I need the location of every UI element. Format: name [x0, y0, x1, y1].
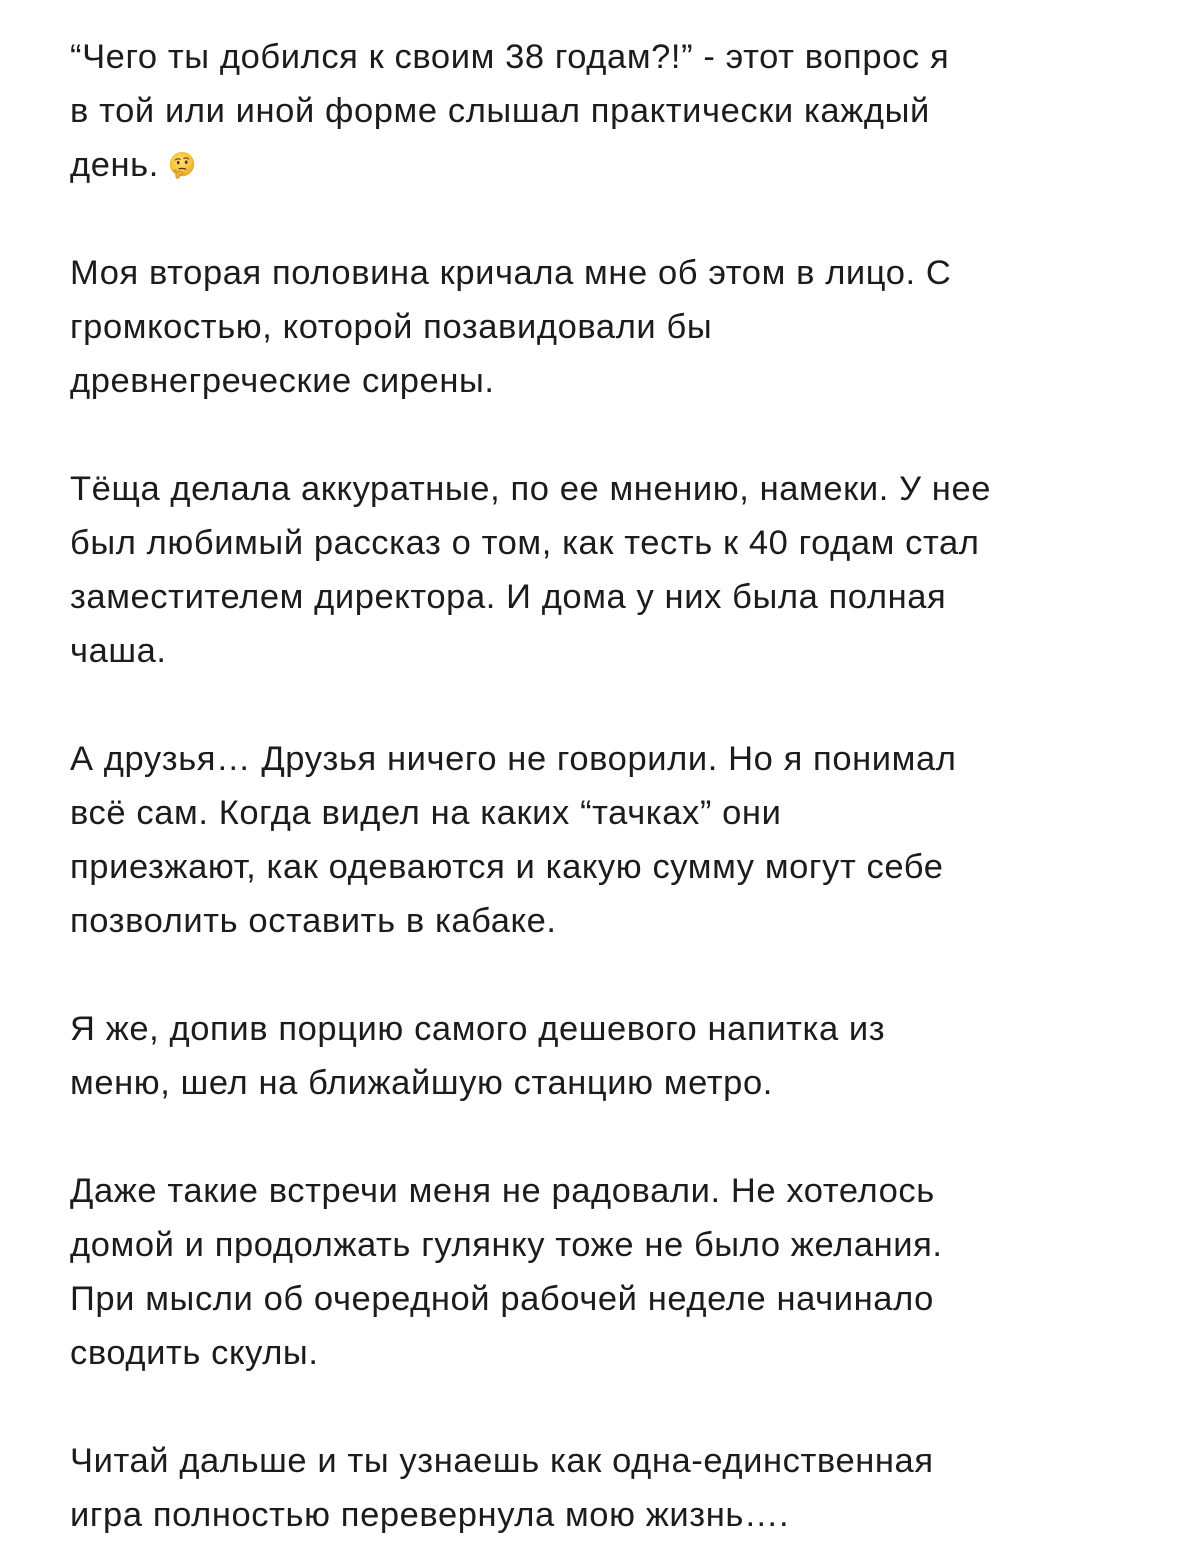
- text-line: Моя вторая половина кричала мне об этом в лицо. С: [70, 254, 952, 292]
- thinking-face-emoji-icon: [167, 150, 197, 180]
- text-line: А друзья… Друзья ничего не говорили. Но я понимал: [70, 740, 957, 778]
- text-line-with-emoji: [70, 138, 1150, 192]
- text-line: Читай дальше и ты узнаешь как одна-единственная: [70, 1442, 934, 1480]
- text-line: громкостью, которой позавидовали бы: [70, 308, 713, 346]
- paragraph: [70, 1164, 1150, 1380]
- text-line: Тёща делала аккуратные, по ее мнению, намеки. У нее: [70, 470, 992, 508]
- text-line: Даже такие встречи меня не радовали. Не хотелось: [70, 1172, 935, 1210]
- text-line: заместителем директора. И дома у них была полная: [70, 578, 947, 616]
- text-line: был любимый рассказ о том, как тесть к 40 годам стал: [70, 524, 980, 562]
- paragraph: [70, 1434, 1150, 1542]
- paragraph: [70, 462, 1150, 678]
- paragraph: [70, 732, 1150, 948]
- text-line: позволить оставить в кабаке.: [70, 902, 557, 940]
- paragraph: [70, 246, 1150, 408]
- text-line: При мысли об очередной рабочей неделе начинало: [70, 1280, 934, 1318]
- text-line: сводить скулы.: [70, 1334, 319, 1372]
- text-line: меню, шел на ближайшую станцию метро.: [70, 1064, 773, 1102]
- text-line: древнегреческие сирены.: [70, 362, 495, 400]
- paragraph: [70, 30, 1150, 192]
- text-line: чаша.: [70, 632, 167, 670]
- text-line: домой и продолжать гулянку тоже не было желания.: [70, 1226, 943, 1264]
- text-line: Я же, допив порцию самого дешевого напитка из: [70, 1010, 886, 1048]
- post-text: [70, 30, 1150, 1542]
- text-line: день.: [70, 146, 159, 184]
- text-line: всё сам. Когда видел на каких “тачках” они: [70, 794, 782, 832]
- text-line: в той или иной форме слышал практически каждый: [70, 92, 930, 130]
- text-line: “Чего ты добился к своим 38 годам?!” - этот вопрос я: [70, 38, 950, 76]
- paragraph: [70, 1002, 1150, 1110]
- text-line: игра полностью перевернула мою жизнь….: [70, 1496, 790, 1534]
- text-line: приезжают, как одеваются и какую сумму могут себе: [70, 848, 944, 886]
